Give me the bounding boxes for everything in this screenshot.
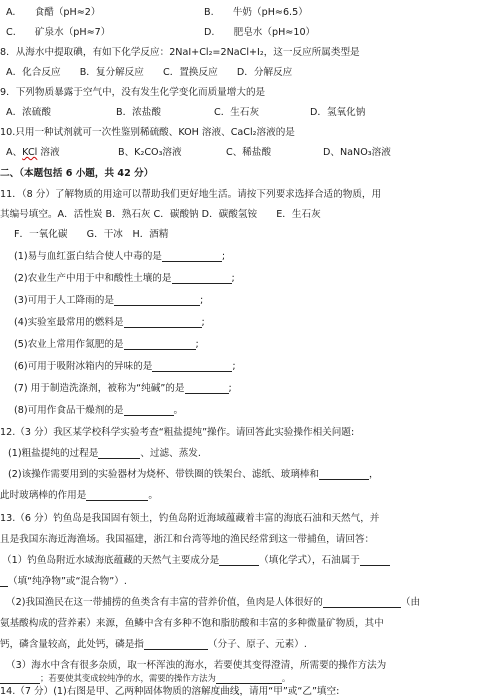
- q13-line7-text: 钙，磷含量较高，此处钙，磷是指: [0, 639, 144, 650]
- q11-item-8-text: (8)可用作食品干燥剂的是: [14, 405, 124, 416]
- answer-blank[interactable]: [98, 448, 140, 459]
- q13-line3-tail: （填化学式），石油属于: [259, 555, 360, 566]
- q11-stem-line2: 其编号填空。A．活性炭 B．熟石灰 C．碳酸钠 D．碳酸氢铵 E．生石灰: [0, 209, 321, 220]
- answer-blank[interactable]: [360, 555, 390, 566]
- q13-line6: 氨基酸构成的营养素）来源，鱼鳞中含有多种不饱和脂肪酸和丰富的多种微量矿物质，其中: [0, 618, 384, 629]
- answer-blank[interactable]: [124, 405, 174, 416]
- q10-option-d: D、NaNO₃溶液: [323, 147, 391, 158]
- q12-part1: [8, 448, 201, 459]
- q11-item-6-text: (6)可用于吸附冰箱内的异味的是: [14, 361, 153, 372]
- answer-blank[interactable]: [124, 339, 196, 350]
- q11-stem-line3: F．一氧化碳 G．干冰 H．酒精: [14, 229, 169, 240]
- q10-stem: 10.只用一种试剂就可一次性鉴别稀硫酸、KOH 溶液、CaCl₂溶液的是: [0, 127, 295, 138]
- q9-option-b: B．浓盐酸: [116, 107, 161, 118]
- q11-item-2-text: (2)农业生产中用于中和酸性土壤的是: [14, 273, 172, 284]
- answer-blank[interactable]: [185, 383, 229, 394]
- q8-stem: 8．从海水中提取碘，有如下化学反应：2NaI+Cl₂=2NaCl+I₂，这一反应所属类型是: [0, 47, 360, 58]
- q11-stem-line1: 11．（8 分）了解物质的用途可以帮助我们更好地生活。请按下列要求选择合适的物质，用: [0, 189, 382, 200]
- q13-line4-text: （填“纯净物”或“混合物”）.: [8, 576, 127, 587]
- q12-part2-text: (2)该操作需要用到的实验器材为烧杯、带铁圈的铁架台、滤纸、玻璃棒和: [8, 469, 319, 480]
- q11-item-5: (5)农业上常用作氮肥的是 ;: [14, 339, 199, 350]
- q7-option-d: D. 肥皂水（pH≈10）: [204, 27, 316, 38]
- answer-blank[interactable]: [319, 469, 369, 480]
- q9-option-d: D．氢氧化钠: [310, 107, 366, 118]
- answer-blank[interactable]: [219, 555, 259, 566]
- q12-part2: [8, 469, 379, 480]
- q12-part3-text: 此时玻璃棒的作用是: [0, 490, 87, 501]
- q11-item-7: (7) 用于制造洗涤剂，被称为“纯碱”的是 ;: [14, 383, 232, 394]
- q11-item-7-text: (7) 用于制造洗涤剂，被称为“纯碱”的是: [14, 383, 185, 394]
- q10-option-c: C、稀盐酸: [226, 147, 272, 158]
- q13-line7-tail: （分子、原子、元素）.: [207, 639, 307, 650]
- q13-line8: （3）海水中含有很多杂质，取一杯浑浊的海水，若要使其变得澄清，所需要的操作方法为: [6, 660, 387, 671]
- q12-part3: 此时玻璃棒的作用是 。: [0, 490, 158, 501]
- q9-option-a: A．浓硫酸: [6, 107, 51, 118]
- q7-option-a: A. 食醋（pH≈2）: [6, 7, 101, 18]
- q10-option-a-salt: KCl: [22, 147, 38, 158]
- q13-line5: [6, 597, 420, 608]
- q11-item-3-text: (3)可用于人工降雨的是: [14, 295, 114, 306]
- answer-blank[interactable]: [114, 295, 200, 306]
- q13-line5-text: （2)我国渔民在这一带捕捞的鱼类含有丰富的营养价值，鱼肉是人体很好的: [6, 597, 323, 608]
- q11-item-4-text: (4)实验室最常用的燃料是: [14, 317, 124, 328]
- answer-blank[interactable]: [0, 675, 40, 684]
- q11-item-6: (6)可用于吸附冰箱内的异味的是 ;: [14, 361, 236, 372]
- q13-line3: [2, 555, 390, 566]
- answer-blank[interactable]: [0, 576, 8, 587]
- answer-blank[interactable]: [86, 490, 148, 501]
- q13-line1: 13.（6 分）钓鱼岛是我国固有领土，钓鱼岛附近海域蕴藏着丰富的海底石油和天然气，并: [0, 513, 380, 524]
- q11-item-1: (1)易与血红蛋白结合使人中毒的是 ;: [14, 251, 226, 262]
- q9-option-c: C．生石灰: [214, 107, 260, 118]
- answer-blank[interactable]: [152, 361, 232, 372]
- q12-part1-tail: 、过滤、蒸发.: [140, 448, 201, 459]
- answer-blank[interactable]: [323, 597, 401, 608]
- q11-item-5-text: (5)农业上常用作氮肥的是: [14, 339, 124, 350]
- q13-line3-text: （1）钓鱼岛附近水域海底蕴藏的天然气主要成分是: [2, 555, 220, 566]
- q12-part1-text: (1)粗盐提纯的过程是: [8, 448, 99, 459]
- q11-item-8: (8)可用作食品干燥剂的是 。: [14, 405, 184, 416]
- q11-item-3: (3)可用于人工降雨的是 ;: [14, 295, 204, 306]
- q13-line2: 且是我国东海近海渔场。我国福建，浙江和台湾等地的渔民经常到这一带捕鱼，请回答：: [0, 534, 375, 545]
- q13-line5-tail: （由: [400, 597, 421, 608]
- q13-line9-text: ；若要使其变成较纯净的水，需要的操作方法为: [40, 673, 216, 683]
- q11-item-4: (4)实验室最常用的燃料是 ;: [14, 317, 205, 328]
- q13-line9: ；若要使其变成较纯净的水，需要的操作方法为 。: [0, 674, 290, 684]
- q11-item-1-text: (1)易与血红蛋白结合使人中毒的是: [14, 251, 162, 262]
- q9-stem: 9．下列物质暴露于空气中，没有发生化学变化而质量增大的是: [0, 87, 266, 98]
- q10-option-a-rest: 溶液: [37, 147, 60, 158]
- q13-line4: [0, 576, 127, 587]
- q10-option-a: [6, 147, 60, 158]
- q10-option-b: B、K₂CO₃溶液: [118, 147, 182, 158]
- q10-option-a-letter: A、: [6, 147, 23, 158]
- q11-item-2: (2)农业生产中用于中和酸性土壤的是 ;: [14, 273, 235, 284]
- q12-part2-tail: ，: [369, 469, 379, 480]
- q8-options: A．化合反应 B．复分解反应 C．置换反应 D．分解反应: [6, 67, 293, 78]
- answer-blank[interactable]: [162, 251, 222, 262]
- q12-stem: 12.（3 分）我区某学校科学实验考查“粗盐提纯”操作。请回答此实验操作相关问题:: [0, 427, 355, 438]
- q7-option-b: B. 牛奶（pH≈6.5）: [204, 7, 308, 18]
- answer-blank[interactable]: [216, 675, 282, 684]
- q7-option-c: C. 矿泉水（pH≈7）: [6, 27, 111, 38]
- q13-line7: [0, 639, 307, 650]
- answer-blank[interactable]: [144, 639, 208, 650]
- answer-blank[interactable]: [172, 273, 232, 284]
- answer-blank[interactable]: [124, 317, 202, 328]
- q14-stem: 14.（7 分）(1)右图是甲、乙两种固体物质的溶解度曲线，请用“甲”或“乙”填空:: [0, 686, 340, 697]
- section-two-title: 二、（本题包括 6 小题，共 42 分）: [0, 168, 154, 179]
